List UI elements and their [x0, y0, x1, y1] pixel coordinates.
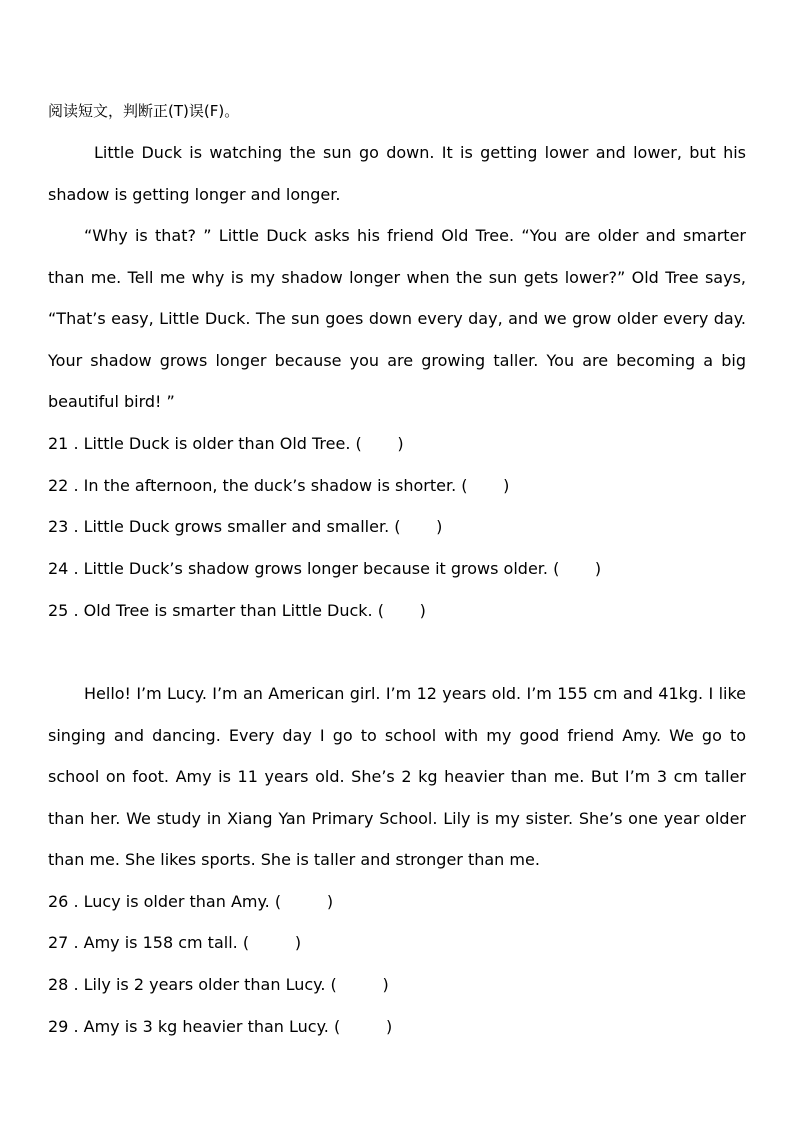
question-number: 28 [48, 975, 69, 994]
question-text: Little Duck grows smaller and smaller. ( [83, 517, 401, 536]
answer-blank-close: ) [397, 434, 404, 453]
question-text: Lily is 2 years older than Lucy. ( [83, 975, 337, 994]
answer-blank[interactable] [384, 599, 420, 623]
question-text: Amy is 3 kg heavier than Lucy. ( [83, 1017, 341, 1036]
question-number: 21 [48, 434, 69, 453]
passage1-paragraph2: “Why is that? ” Little Duck asks his friend Old Tree. “You are older and smarter than me. Tell me why is my shadow longer when the sun gets lower?” Old Tree says, “That’s easy, Little Duck. The sun goes down every day, and we grow older every day. Your shadow grows longer because you are growing taller. You are becoming a big beautiful bird! ” [48, 226, 746, 412]
question-text: Little Duck is older than Old Tree. ( [83, 434, 362, 453]
question-24: 24 . Little Duck’s shadow grows longer because it grows older. ( ) [48, 557, 601, 581]
instruction-heading: 阅读短文，判断正(T)误(F)。 [48, 102, 240, 120]
question-number: 29 [48, 1017, 69, 1036]
question-text: Little Duck’s shadow grows longer because it grows older. ( [83, 559, 560, 578]
answer-blank-close: ) [503, 476, 510, 495]
question-number: 24 [48, 559, 69, 578]
question-text: In the afternoon, the duck’s shadow is shorter. ( [83, 476, 468, 495]
question-number: 25 [48, 601, 69, 620]
answer-blank[interactable] [340, 1015, 386, 1039]
question-27: 27 . Amy is 158 cm tall. ( ) [48, 931, 301, 955]
question-26: 26 . Lucy is older than Amy. ( ) [48, 890, 333, 914]
answer-blank-close: ) [594, 559, 602, 578]
answer-blank-close: ) [382, 975, 389, 994]
answer-blank-close: ) [326, 892, 334, 911]
answer-blank[interactable] [401, 515, 437, 539]
question-number: 22 [48, 476, 69, 495]
answer-blank[interactable] [467, 474, 503, 498]
answer-blank[interactable] [249, 931, 295, 955]
answer-blank[interactable] [559, 557, 595, 581]
question-text: Amy is 158 cm tall. ( [83, 933, 250, 952]
answer-blank-close: ) [436, 517, 443, 536]
question-22: 22 . In the afternoon, the duck’s shadow is shorter. ( ) [48, 474, 509, 498]
question-text: Lucy is older than Amy. ( [83, 892, 282, 911]
answer-blank[interactable] [362, 432, 398, 456]
question-number: 26 [48, 892, 69, 911]
answer-blank-close: ) [419, 601, 426, 620]
passage1-paragraph1: Little Duck is watching the sun go down. It is getting lower and lower, but his shadow is getting longer and longer. [48, 143, 746, 204]
question-29: 29 . Amy is 3 kg heavier than Lucy. ( ) [48, 1015, 392, 1039]
question-25: 25 . Old Tree is smarter than Little Duck. ( ) [48, 599, 426, 623]
passage2-paragraph1: Hello! I’m Lucy. I’m an American girl. I’m 12 years old. I’m 155 cm and 41kg. I like singing and dancing. Every day I go to school with my good friend Amy. We go to school on foot. Amy is 11 years old. She’s 2 kg heavier than me. But I’m 3 cm taller than her. We study in Xiang Yan Primary School. Lily is my sister. She’s one year older than me. She likes sports. She is taller and stronger than me. [48, 684, 746, 870]
question-number: 27 [48, 933, 69, 952]
question-text: Old Tree is smarter than Little Duck. ( [83, 601, 384, 620]
question-21: 21 . Little Duck is older than Old Tree. ( ) [48, 432, 404, 456]
question-number: 23 [48, 517, 69, 536]
answer-blank[interactable] [281, 890, 327, 914]
question-28: 28 . Lily is 2 years older than Lucy. ( ) [48, 973, 389, 997]
answer-blank-close: ) [385, 1017, 393, 1036]
answer-blank[interactable] [337, 973, 383, 997]
question-23: 23 . Little Duck grows smaller and smaller. ( ) [48, 515, 442, 539]
answer-blank-close: ) [294, 933, 302, 952]
